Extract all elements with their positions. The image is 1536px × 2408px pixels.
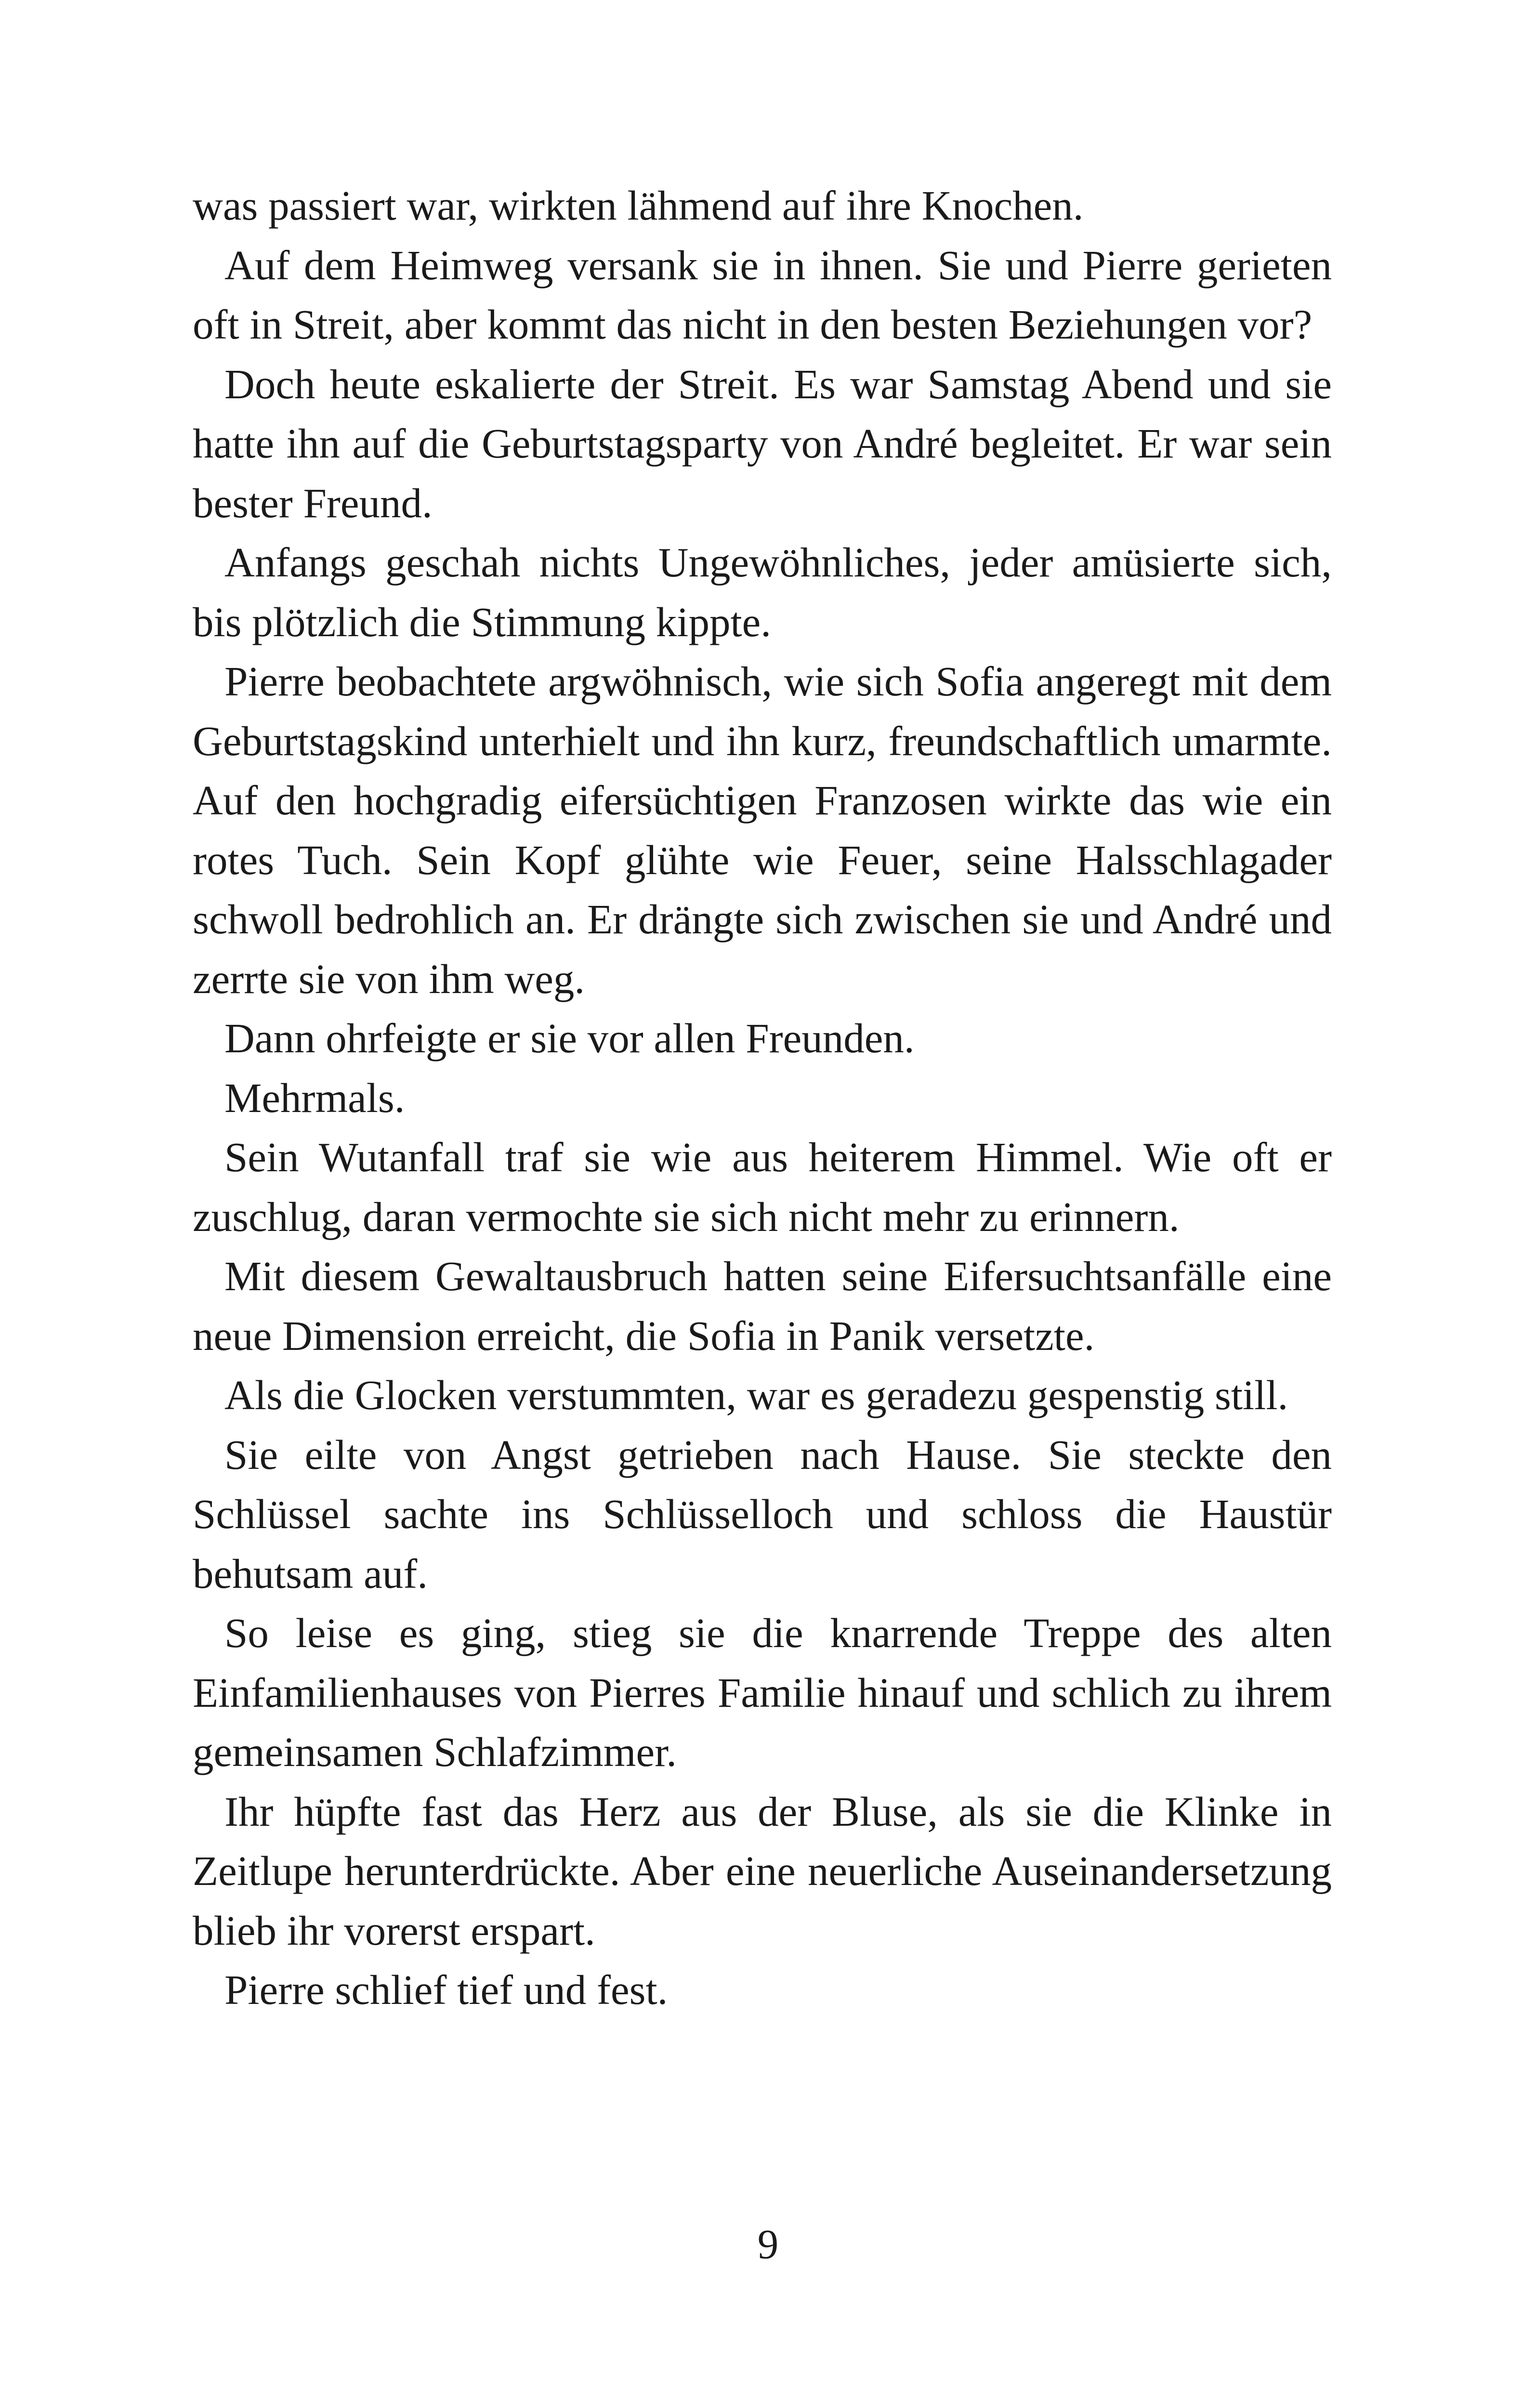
paragraph: Sie eilte von Angst getrieben nach Hause. Sie steckte den Schlüssel sachte ins Schlüsselloch und schloss die Haustür behutsam auf.: [193, 1431, 1332, 1597]
paragraph: So leise es ging, stieg sie die knarrende Treppe des alten Einfamilienhauses von Pierres Familie hinauf und schlich zu ihrem gemeinsamen Schlafzimmer.: [193, 1610, 1332, 1775]
paragraph: Pierre schlief tief und fest.: [224, 1966, 668, 2013]
page-number: 9: [757, 2221, 779, 2267]
paragraph: Sein Wutanfall traf sie wie aus heiterem Himmel. Wie oft er zuschlug, daran vermochte sie sich nicht mehr zu erinnern.: [193, 1134, 1332, 1240]
paragraph: Dann ohrfeigte er sie vor allen Freunden.: [224, 1015, 915, 1061]
paragraph: Mit diesem Gewaltausbruch hatten seine Eifersuchtsanfälle eine neue Dimension erreicht, die Sofia in Panik versetzte.: [193, 1253, 1332, 1359]
paragraph: Mehrmals.: [224, 1074, 405, 1121]
paragraph: Als die Glocken verstummten, war es geradezu gespenstig still.: [224, 1372, 1288, 1418]
paragraph: Pierre beobachtete argwöhnisch, wie sich Sofia angeregt mit dem Geburtstagskind unterhielt und ihn kurz, freundschaftlich umarmte. Auf den hochgradig eifersüchtigen Franzosen wirkte das wie ein rotes Tuch. Sein Kopf glühte wie Feuer, seine Halsschlagader schwoll bedrohlich an. Er drängte sich zwischen sie und André und zerrte sie von ihm weg.: [193, 658, 1332, 1002]
paragraph: Doch heute eskalierte der Streit. Es war Samstag Abend und sie hatte ihn auf die Geburtstagsparty von André begleitet. Er war sein bester Freund.: [193, 360, 1332, 526]
paragraph: was passiert war, wirkten lähmend auf ihre Knochen.: [193, 182, 1084, 229]
paragraph: Anfangs geschah nichts Ungewöhnliches, jeder amüsierte sich, bis plötzlich die Stimmung kippte.: [193, 539, 1332, 645]
paragraph: Auf dem Heimweg versank sie in ihnen. Sie und Pierre gerieten oft in Streit, aber kommt das nicht in den besten Beziehungen vor?: [193, 241, 1332, 348]
body-text: [193, 176, 1332, 2020]
paragraph: Ihr hüpfte fast das Herz aus der Bluse, als sie die Klinke in Zeitlupe herunterdrückte. Aber eine neuerliche Auseinandersetzung blieb ihr vorerst erspart.: [193, 1788, 1332, 1954]
